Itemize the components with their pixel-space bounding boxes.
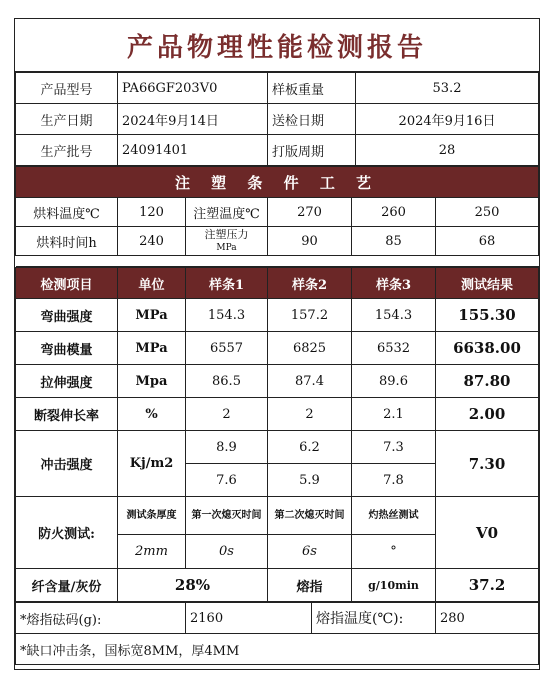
- row-s1: 6557: [186, 332, 268, 365]
- table-row: [16, 365, 539, 398]
- date-label: 生产日期: [16, 104, 118, 135]
- fire-item: 防火测试:: [16, 497, 118, 569]
- melt-temp-label: 熔指温度(℃):: [312, 603, 436, 634]
- fire-row-1: [16, 497, 539, 535]
- row-s2: 6825: [268, 332, 352, 365]
- col-s1: 样条1: [186, 268, 268, 299]
- fire-v1: 2mm: [118, 535, 186, 569]
- batch-value: 24091401: [118, 135, 268, 166]
- dry-temp-label: 烘料温度℃: [16, 198, 118, 227]
- send-value: 2024年9月16日: [356, 104, 539, 135]
- melt-value: 37.2: [436, 569, 539, 602]
- table-row: [16, 332, 539, 365]
- col-result: 测试结果: [436, 268, 539, 299]
- dry-time-value: 240: [118, 227, 186, 256]
- impact-s1a: 8.9: [186, 431, 268, 464]
- row-unit: Mpa: [118, 365, 186, 398]
- row-unit: MPa: [118, 299, 186, 332]
- row-s1: 2: [186, 398, 268, 431]
- impact-item: 冲击强度: [16, 431, 118, 497]
- impact-unit: Kj/m2: [118, 431, 186, 497]
- table-row: [16, 299, 539, 332]
- melt-weight-label: *熔指砝码(g):: [16, 603, 186, 634]
- col-item: 检测项目: [16, 268, 118, 299]
- model-label: 产品型号: [16, 73, 118, 104]
- inj-press-3: 68: [436, 227, 539, 256]
- col-s2: 样条2: [268, 268, 352, 299]
- row-item: 拉伸强度: [16, 365, 118, 398]
- inj-temp-1: 270: [268, 198, 352, 227]
- row-s3: 2.1: [352, 398, 436, 431]
- impact-s2a: 6.2: [268, 431, 352, 464]
- row-s1: 154.3: [186, 299, 268, 332]
- row-unit: %: [118, 398, 186, 431]
- impact-result: 7.30: [436, 431, 539, 497]
- row-item: 弯曲强度: [16, 299, 118, 332]
- footer-note: *缺口冲击条，国标宽8MM，厚4MM: [16, 634, 539, 665]
- row-item: 弯曲模量: [16, 332, 118, 365]
- cycle-value: 28: [356, 135, 539, 166]
- fire-result: V0: [436, 497, 539, 569]
- row-s3: 6532: [352, 332, 436, 365]
- row-s2: 87.4: [268, 365, 352, 398]
- report-sheet: [14, 18, 540, 670]
- inj-temp-label: 注塑温度℃: [186, 198, 268, 227]
- dry-temp-value: 120: [118, 198, 186, 227]
- row-result: 6638.00: [436, 332, 539, 365]
- impact-s2b: 5.9: [268, 464, 352, 497]
- fire-v3: 6s: [268, 535, 352, 569]
- fire-h1: 测试条厚度: [118, 497, 186, 535]
- inj-temp-2: 260: [352, 198, 436, 227]
- process-header: 注 塑 条 件 工 艺: [16, 167, 539, 198]
- fiber-melt-row: [16, 569, 539, 602]
- report-title: 产品物理性能检测报告: [15, 19, 539, 72]
- spacer-row: [16, 256, 539, 267]
- product-info-table: [15, 72, 539, 166]
- melt-weight-value: 2160: [186, 603, 312, 634]
- melt-unit: g/10min: [352, 569, 436, 602]
- row-result: 155.30: [436, 299, 539, 332]
- impact-s3a: 7.3: [352, 431, 436, 464]
- impact-s1b: 7.6: [186, 464, 268, 497]
- col-s3: 样条3: [352, 268, 436, 299]
- fire-v2: 0s: [186, 535, 268, 569]
- row-item: 断裂伸长率: [16, 398, 118, 431]
- process-table: [15, 166, 539, 267]
- inj-press-2: 85: [352, 227, 436, 256]
- table-row: [16, 398, 539, 431]
- inj-press-label: [186, 227, 268, 256]
- fire-v4: °: [352, 535, 436, 569]
- fiber-label: 纤含量/灰份: [16, 569, 118, 602]
- fire-h4: 灼热丝测试: [352, 497, 436, 535]
- col-unit: 单位: [118, 268, 186, 299]
- inj-temp-3: 250: [436, 198, 539, 227]
- impact-s3b: 7.8: [352, 464, 436, 497]
- row-s2: 157.2: [268, 299, 352, 332]
- results-header-row: [16, 268, 539, 299]
- send-label: 送检日期: [268, 104, 356, 135]
- row-result: 87.80: [436, 365, 539, 398]
- row-s3: 89.6: [352, 365, 436, 398]
- fiber-value: 28%: [118, 569, 268, 602]
- fire-h2: 第一次熄灭时间: [186, 497, 268, 535]
- footer-table: [15, 602, 539, 665]
- cycle-label: 打版周期: [268, 135, 356, 166]
- fire-h3: 第二次熄灭时间: [268, 497, 352, 535]
- row-result: 2.00: [436, 398, 539, 431]
- inj-press-text: 注塑压力: [204, 227, 249, 241]
- dry-time-label: 烘料时间h: [16, 227, 118, 256]
- model-value: PA66GF203V0: [118, 73, 268, 104]
- inj-press-1: 90: [268, 227, 352, 256]
- row-s3: 154.3: [352, 299, 436, 332]
- melt-temp-value: 280: [436, 603, 539, 634]
- melt-label: 熔指: [268, 569, 352, 602]
- row-s1: 86.5: [186, 365, 268, 398]
- batch-label: 生产批号: [16, 135, 118, 166]
- impact-row-1: [16, 431, 539, 464]
- row-unit: MPa: [118, 332, 186, 365]
- row-s2: 2: [268, 398, 352, 431]
- weight-value: 53.2: [356, 73, 539, 104]
- inj-press-unit: MPa: [216, 242, 237, 253]
- weight-label: 样板重量: [268, 73, 356, 104]
- date-value: 2024年9月14日: [118, 104, 268, 135]
- results-table: [15, 267, 539, 602]
